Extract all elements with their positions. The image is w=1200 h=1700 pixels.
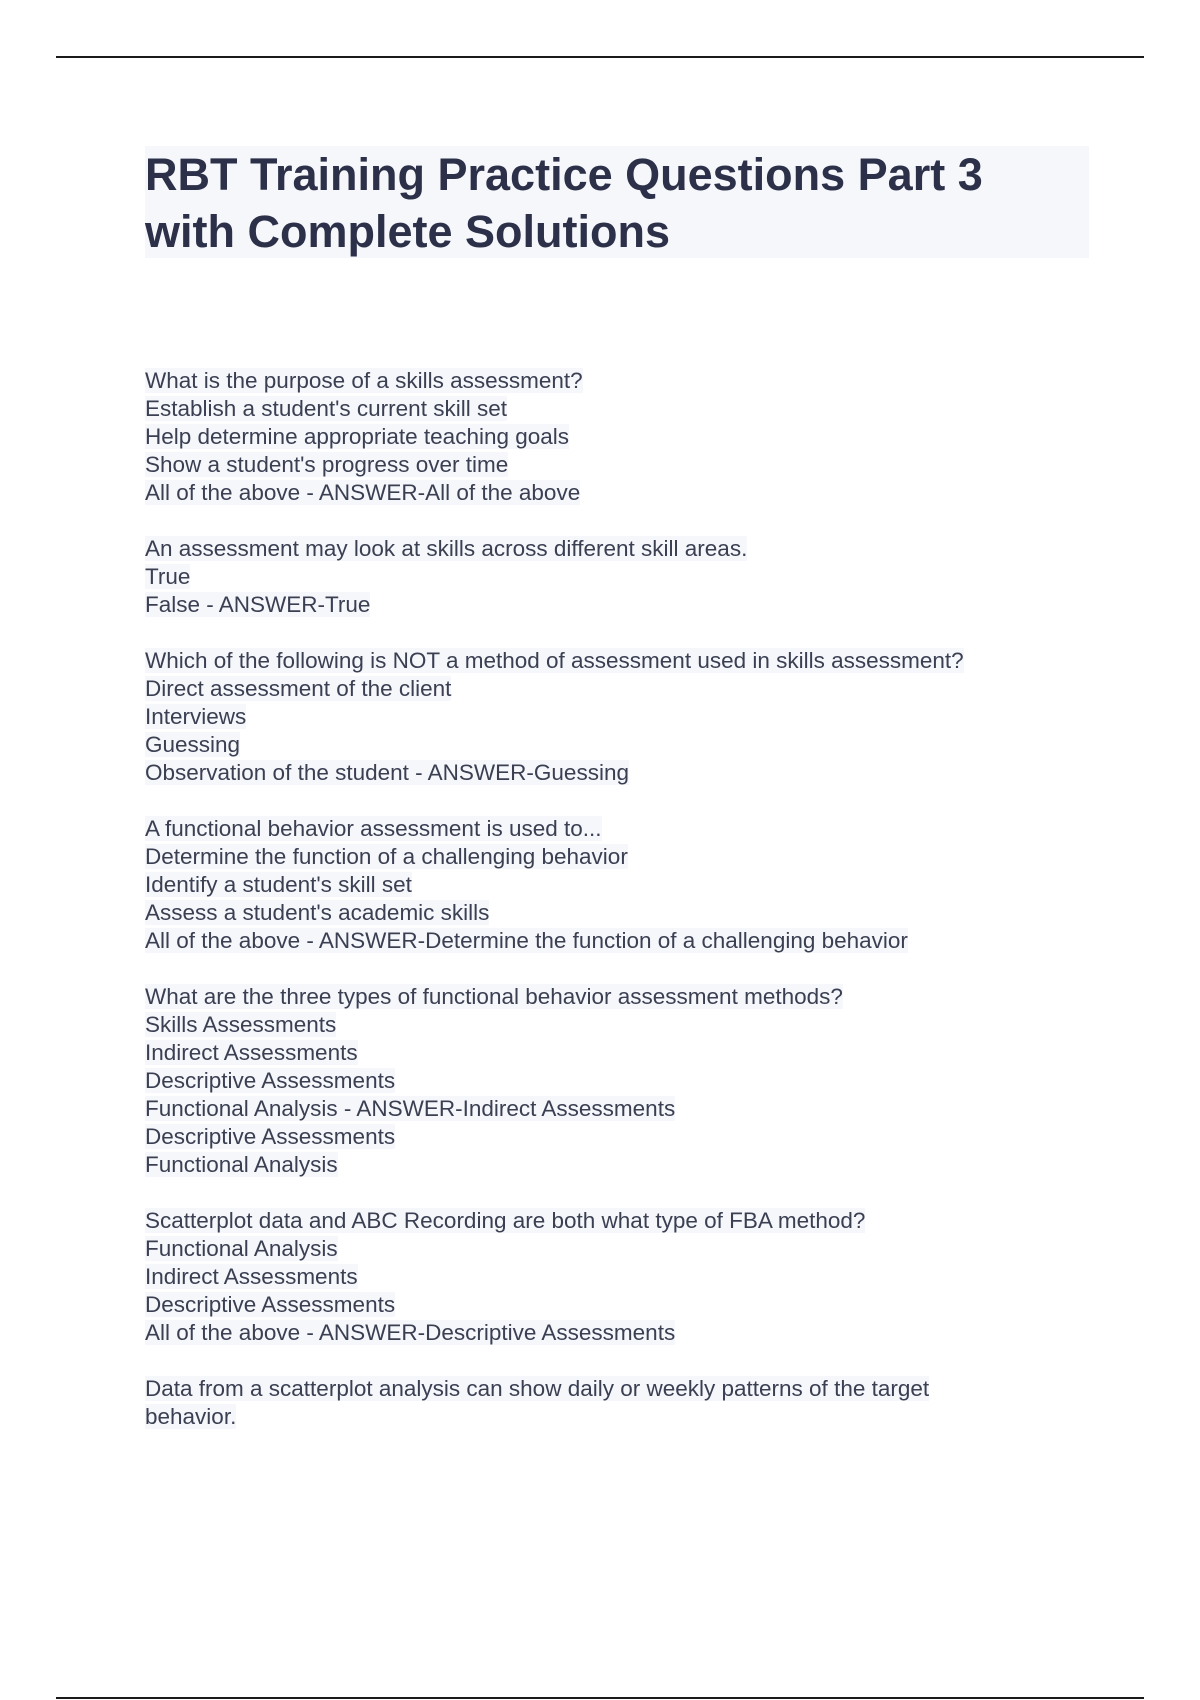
option-text: Indirect Assessments — [145, 1264, 358, 1289]
title-line-1: RBT Training Practice Questions Part 3 — [145, 149, 983, 200]
question-block-1 — [145, 367, 1095, 507]
question-list — [145, 367, 1095, 1459]
option-text: Guessing — [145, 732, 241, 757]
question-text-continuation: behavior. — [145, 1404, 237, 1429]
option-text: Assess a student's academic skills — [145, 900, 490, 925]
top-rule — [56, 56, 1144, 58]
answer-continuation-text: Descriptive Assessments — [145, 1124, 396, 1149]
option-text: Functional Analysis — [145, 1236, 338, 1261]
question-block-4 — [145, 815, 1095, 955]
title-line-2: with Complete Solutions — [145, 206, 670, 257]
question-text: What are the three types of functional behavior assessment methods? — [145, 984, 843, 1009]
option-text: True — [145, 564, 191, 589]
bottom-rule — [56, 1697, 1144, 1699]
question-block-3 — [145, 647, 1095, 787]
option-text: Skills Assessments — [145, 1012, 337, 1037]
answer-text: Functional Analysis - ANSWER-Indirect Assessments — [145, 1096, 676, 1121]
option-text: Establish a student's current skill set — [145, 396, 507, 421]
question-text: A functional behavior assessment is used to... — [145, 816, 602, 841]
option-text: Identify a student's skill set — [145, 872, 412, 897]
option-text: Descriptive Assessments — [145, 1068, 396, 1093]
option-text: Show a student's progress over time — [145, 452, 509, 477]
option-text: Indirect Assessments — [145, 1040, 358, 1065]
option-text: Descriptive Assessments — [145, 1292, 396, 1317]
question-text: An assessment may look at skills across different skill areas. — [145, 536, 748, 561]
question-text: Which of the following is NOT a method of assessment used in skills assessment? — [145, 648, 964, 673]
option-text: Help determine appropriate teaching goals — [145, 424, 570, 449]
option-text: Direct assessment of the client — [145, 676, 452, 701]
question-text: Scatterplot data and ABC Recording are both what type of FBA method? — [145, 1208, 866, 1233]
page-title — [145, 146, 1089, 260]
answer-continuation-text: Functional Analysis — [145, 1152, 338, 1177]
answer-text: All of the above - ANSWER-Descriptive Assessments — [145, 1320, 676, 1345]
option-text: Interviews — [145, 704, 247, 729]
answer-text: All of the above - ANSWER-All of the above — [145, 480, 581, 505]
answer-text: All of the above - ANSWER-Determine the function of a challenging behavior — [145, 928, 908, 953]
question-text: What is the purpose of a skills assessment? — [145, 368, 583, 393]
question-block-6 — [145, 1207, 1095, 1347]
question-text: Data from a scatterplot analysis can show daily or weekly patterns of the target — [145, 1376, 930, 1401]
question-block-5 — [145, 983, 1095, 1179]
answer-text: False - ANSWER-True — [145, 592, 371, 617]
question-block-2 — [145, 535, 1095, 619]
question-block-7 — [145, 1375, 1095, 1431]
option-text: Determine the function of a challenging behavior — [145, 844, 628, 869]
answer-text: Observation of the student - ANSWER-Guessing — [145, 760, 629, 785]
title-block — [145, 146, 1089, 258]
